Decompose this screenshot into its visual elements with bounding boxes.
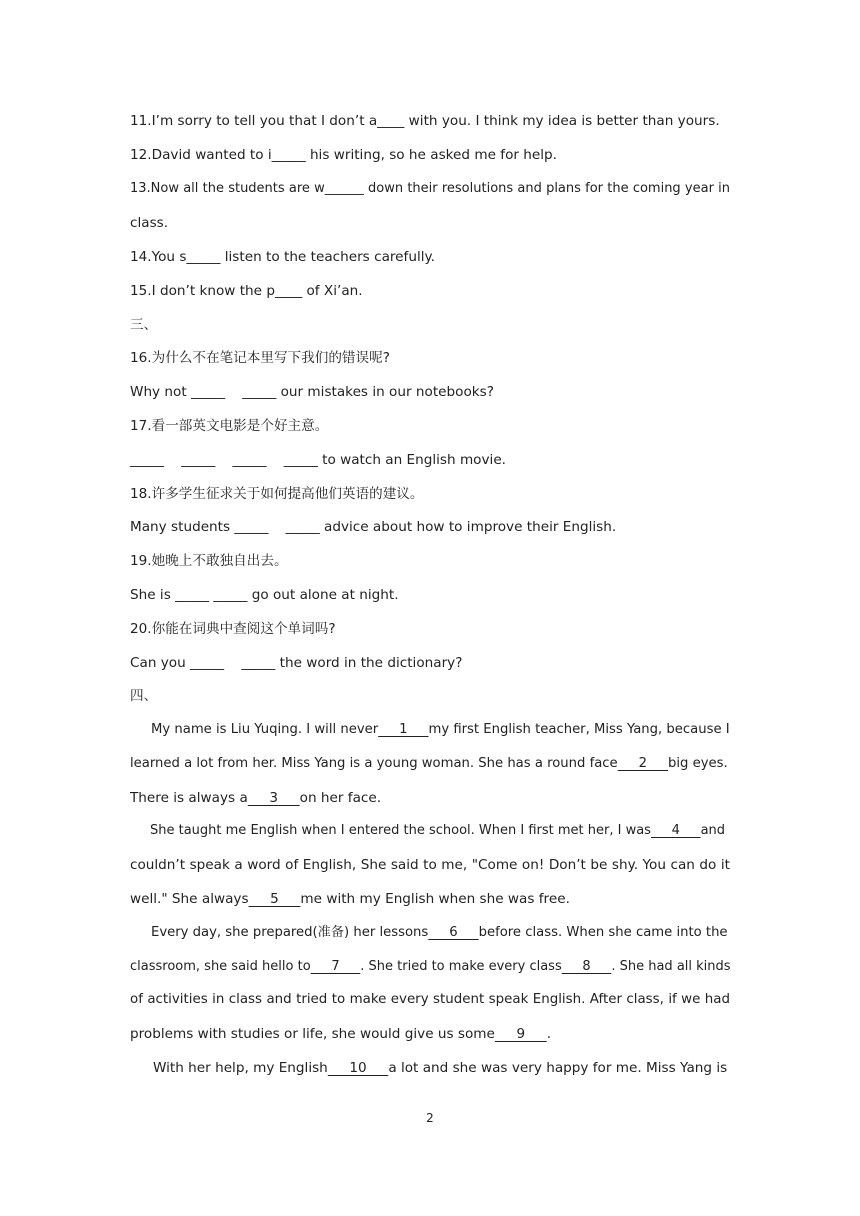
- passage-paragraph-2-line-2: couldn’t speak a word of English, She said to me, "Come on! Don’t be shy. You can do it: [130, 857, 730, 873]
- page-number: 2: [426, 1111, 434, 1125]
- passage-text: Every day, she prepared(准备) her lessons: [151, 925, 429, 940]
- passage-text: . She tried to make every class: [360, 959, 562, 974]
- blank-5: 5: [248, 891, 301, 907]
- passage-text: well." She always: [130, 891, 249, 907]
- passage-paragraph-2-line-3: [130, 890, 730, 908]
- passage-text: me with my English when she was free.: [300, 891, 570, 907]
- blank-6: 6: [428, 925, 479, 940]
- question-17-english: _____ _____ _____ _____ to watch an English movie.: [130, 452, 507, 468]
- question-13-line-1: 13.Now all the students are w______ down their resolutions and plans for the coming year in: [130, 181, 730, 196]
- passage-text: With her help, my English: [153, 1060, 328, 1076]
- blank-8: 8: [561, 959, 612, 974]
- question-12: 12.David wanted to i_____ his writing, so he asked me for help.: [130, 147, 557, 163]
- blank-4: 4: [650, 823, 701, 838]
- blank-9: 9: [494, 1026, 547, 1042]
- blank-10: 10: [327, 1060, 389, 1076]
- question-17-chinese: 17.看一部英文电影是个好主意。: [130, 418, 329, 434]
- question-15: 15.I don’t know the p____ of Xi’an.: [130, 283, 363, 299]
- question-14: 14.You s_____ listen to the teachers carefully.: [130, 249, 435, 265]
- passage-text: She taught me English when I entered the school. When I first met her, I was: [150, 823, 651, 838]
- passage-paragraph-1-line-2: [130, 755, 730, 773]
- question-16-english: Why not _____ _____ our mistakes in our notebooks?: [130, 384, 494, 400]
- question-18-chinese: 18.许多学生征求关于如何提高他们英语的建议。: [130, 486, 424, 502]
- question-11: 11.I’m sorry to tell you that I don’t a____ with you. I think my idea is better than yours.: [130, 113, 720, 129]
- passage-text: a lot and she was very happy for me. Miss Yang is: [388, 1060, 728, 1076]
- blank-2: 2: [617, 756, 668, 771]
- question-19-chinese: 19.她晚上不敢独自出去。: [130, 553, 288, 569]
- question-20-english: Can you _____ _____ the word in the dictionary?: [130, 655, 463, 671]
- passage-text: problems with studies or life, she would give us some: [130, 1026, 495, 1042]
- question-20-chinese: 20.你能在词典中查阅这个单词吗?: [130, 621, 336, 637]
- passage-paragraph-3-line-1: [151, 924, 730, 942]
- passage-text: on her face.: [299, 790, 382, 806]
- question-13-line-2: class.: [130, 215, 169, 231]
- passage-text: .: [546, 1026, 552, 1042]
- section-3-heading: 三、: [130, 317, 158, 333]
- passage-text: my first English teacher, Miss Yang, because I: [428, 722, 730, 737]
- passage-text: before class. When she came into the: [478, 925, 728, 940]
- section-4-heading: 四、: [130, 688, 158, 704]
- passage-text: There is always a: [130, 790, 248, 806]
- passage-paragraph-1-line-1: [151, 721, 730, 739]
- passage-text: learned a lot from her. Miss Yang is a young woman. She has a round face: [130, 756, 618, 771]
- passage-paragraph-3-line-3: of activities in class and tried to make every student speak English. After class, if we had: [130, 992, 730, 1007]
- passage-paragraph-1-line-3: [130, 789, 730, 807]
- passage-paragraph-2-line-1: [150, 822, 730, 840]
- passage-text: and: [700, 823, 726, 838]
- blank-7: 7: [310, 959, 361, 974]
- passage-text: . She had all kinds: [611, 959, 731, 974]
- passage-paragraph-4-line-1: [153, 1059, 730, 1077]
- question-16-chinese: 16.为什么不在笔记本里写下我们的错误呢?: [130, 350, 390, 366]
- question-18-english: Many students _____ _____ advice about how to improve their English.: [130, 519, 617, 535]
- blank-3: 3: [247, 790, 300, 806]
- passage-paragraph-3-line-2: [130, 958, 730, 976]
- passage-text: classroom, she said hello to: [130, 959, 311, 974]
- passage-text: My name is Liu Yuqing. I will never: [151, 722, 379, 737]
- passage-text: big eyes.: [667, 756, 728, 771]
- passage-paragraph-3-line-4: [130, 1025, 730, 1043]
- blank-1: 1: [378, 722, 429, 737]
- question-19-english: She is _____ _____ go out alone at night.: [130, 587, 399, 603]
